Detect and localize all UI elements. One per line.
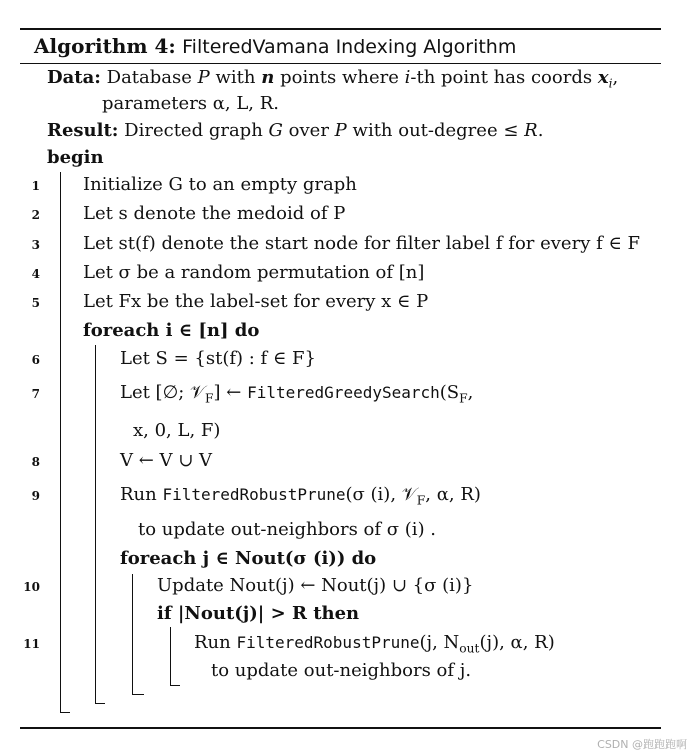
if-block-end bbox=[170, 685, 180, 686]
line-number: 8 bbox=[31, 455, 40, 469]
filtered-robust-prune-call: FilteredRobustPrune bbox=[162, 485, 346, 504]
begin-keyword: begin bbox=[47, 147, 104, 168]
line-6: Let S = {st(f) : f ∈ F} bbox=[120, 348, 316, 369]
data-label: Data: bbox=[47, 67, 101, 88]
line-5: Let Fx be the label-set for every x ∈ P bbox=[83, 291, 429, 312]
line-4: Let σ be a random permutation of [n] bbox=[83, 262, 425, 283]
line-2: Let s denote the medoid of P bbox=[83, 203, 346, 224]
if-block-line bbox=[170, 627, 171, 685]
line-number: 7 bbox=[31, 387, 40, 401]
data-line-2: parameters α, L, R. bbox=[102, 93, 280, 114]
line-number: 4 bbox=[31, 267, 40, 281]
line-number: 1 bbox=[31, 179, 40, 193]
line-number: 2 bbox=[31, 208, 40, 222]
line-number: 9 bbox=[31, 489, 40, 503]
foreach-j-block-line bbox=[132, 574, 133, 694]
line-number: 3 bbox=[31, 238, 40, 252]
foreach-i-block-end bbox=[95, 703, 105, 704]
top-rule bbox=[20, 28, 661, 30]
line-9-continuation: to update out-neighbors of σ (i) . bbox=[138, 519, 437, 540]
filtered-greedy-search-call: FilteredGreedySearch bbox=[247, 383, 440, 402]
algorithm-label: Algorithm 4: bbox=[34, 34, 176, 58]
line-10: Update Nout(j) ← Nout(j) ∪ {σ (i)} bbox=[157, 575, 474, 596]
bottom-rule bbox=[20, 727, 661, 729]
data-text-b: with bbox=[215, 67, 256, 88]
begin-block-line bbox=[60, 172, 61, 712]
result-label: Result: bbox=[47, 120, 119, 141]
result-line: Result: Directed graph G over P with out-degree ≤ R. bbox=[47, 120, 544, 141]
filtered-robust-prune-call-2: FilteredRobustPrune bbox=[236, 633, 420, 652]
data-line: Data: Database P with n points where i-th point has coords $x_i$, bbox=[47, 67, 619, 91]
foreach-i-line: foreach i ∈ [n] do bbox=[83, 320, 260, 341]
line-3: Let st(f) denote the start node for filter label f for every f ∈ F bbox=[83, 233, 640, 254]
data-text-c: points where bbox=[280, 67, 399, 88]
header-rule bbox=[20, 63, 661, 64]
begin-block-end bbox=[60, 712, 70, 713]
algorithm-header bbox=[34, 33, 516, 60]
watermark: CSDN @跑跑跑啊 bbox=[597, 738, 687, 751]
line-7-continuation: x, 0, L, F) bbox=[133, 420, 221, 441]
line-number: 10 bbox=[23, 580, 40, 594]
line-7: Let [∅; 𝒱$_F$] ← $FilteredGreedySearch(S_F$, bbox=[120, 382, 474, 406]
foreach-j-block-end bbox=[132, 694, 144, 695]
result-text-b: over bbox=[288, 120, 329, 141]
foreach-j-line: foreach j ∈ Nout(σ (i)) do bbox=[120, 548, 377, 569]
line-number: 5 bbox=[31, 296, 40, 310]
line-number: 11 bbox=[23, 637, 40, 651]
algorithm-title: FilteredVamana Indexing Algorithm bbox=[182, 36, 517, 58]
if-line: if |Nout(j)| > R then bbox=[157, 603, 360, 624]
data-text-a: Database bbox=[106, 67, 192, 88]
line-9: Run FilteredRobustPrune(σ (i), 𝒱$_F$, α, R) bbox=[120, 484, 481, 508]
result-text-c: with out-degree ≤ bbox=[352, 120, 519, 141]
line-11-continuation: to update out-neighbors of j. bbox=[211, 660, 472, 681]
line-11: Run FilteredRobustPrune(j, $N_{out}(j)$, α, R) bbox=[194, 632, 555, 656]
result-text-a: Directed graph bbox=[124, 120, 263, 141]
line-8: V ← V ∪ V bbox=[120, 450, 213, 471]
foreach-i-block-line bbox=[95, 345, 96, 703]
data-text-d: -th point has coords bbox=[410, 67, 593, 88]
line-number: 6 bbox=[31, 353, 40, 367]
line-1: Initialize G to an empty graph bbox=[83, 174, 357, 195]
